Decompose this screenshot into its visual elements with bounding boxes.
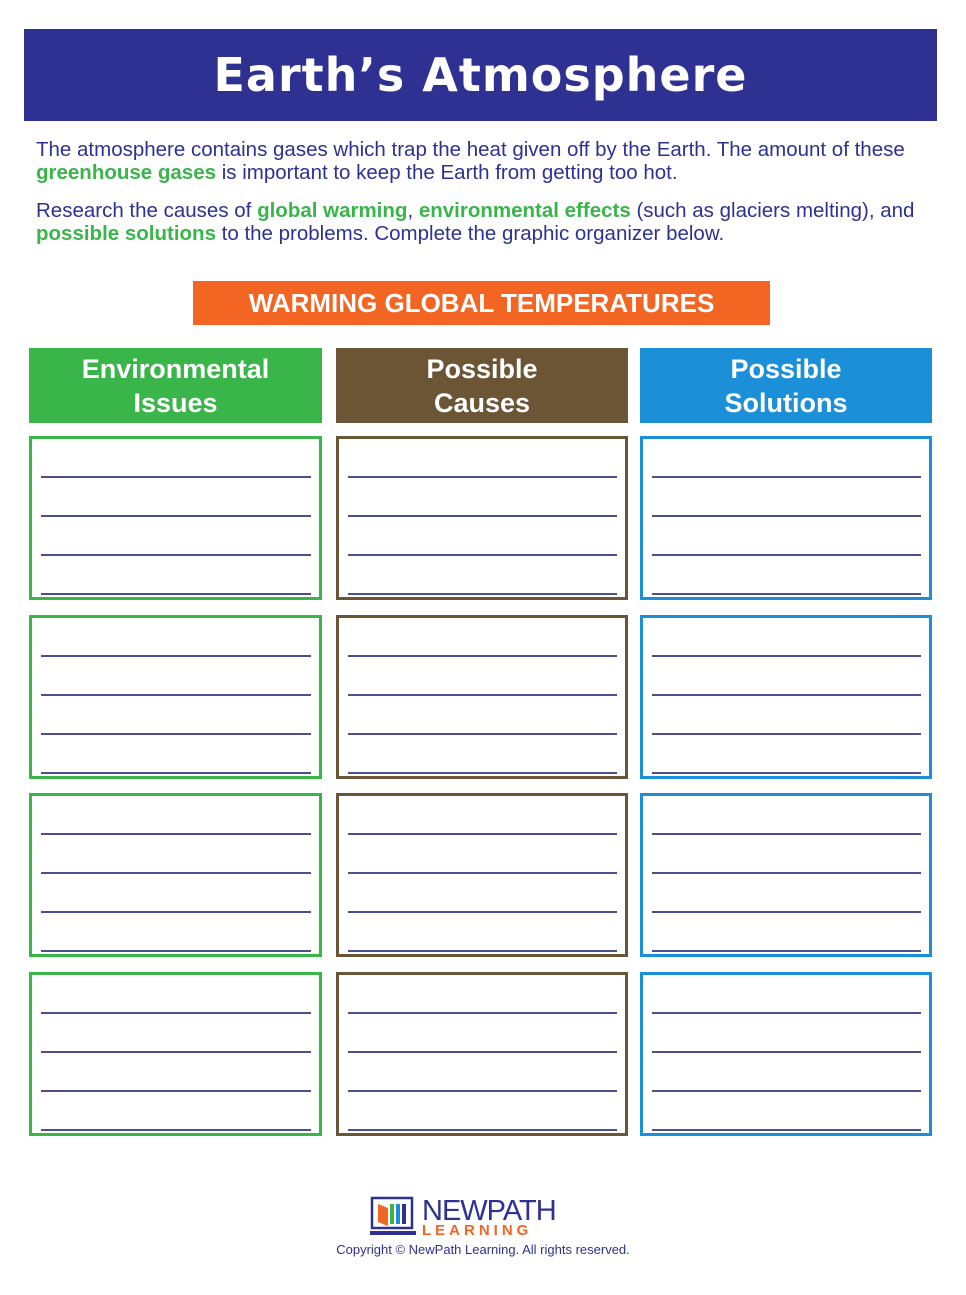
logo-text-learning: LEARNING: [422, 1222, 533, 1239]
writing-line: [41, 476, 311, 478]
writing-line: [348, 733, 617, 735]
answer-box[interactable]: [336, 436, 628, 600]
highlight-possible-solutions: possible solutions: [36, 222, 216, 245]
answer-box[interactable]: [640, 615, 932, 779]
writing-line: [652, 833, 921, 835]
column-header-possible-causes: [336, 348, 628, 423]
intro-text: is important to keep the Earth from getting too hot.: [216, 161, 678, 184]
writing-line: [652, 1051, 921, 1053]
header-line: Causes: [433, 387, 531, 418]
writing-line: [652, 1090, 921, 1092]
writing-line: [41, 1012, 311, 1014]
writing-line: [348, 872, 617, 874]
writing-line: [348, 833, 617, 835]
answer-box[interactable]: [336, 793, 628, 957]
writing-line: [652, 655, 921, 657]
writing-line: [652, 476, 921, 478]
writing-line: [348, 911, 617, 913]
writing-line: [348, 515, 617, 517]
writing-line: [652, 1012, 921, 1014]
writing-line: [41, 733, 311, 735]
column-header-possible-solutions: [640, 348, 932, 423]
writing-line: [41, 1090, 311, 1092]
writing-line: [41, 950, 311, 952]
intro-text: The atmosphere contains gases which trap the heat given off by the Earth. The amount of these: [36, 138, 905, 161]
highlight-environmental-effects: environmental effects: [418, 199, 631, 222]
writing-line: [348, 1012, 617, 1014]
writing-line: [41, 593, 311, 595]
page-title: Earth’s Atmosphere: [213, 48, 748, 102]
writing-line: [652, 872, 921, 874]
logo-text-newpath: NEWPATH: [422, 1195, 556, 1227]
writing-line: [652, 1129, 921, 1131]
writing-line: [348, 950, 617, 952]
column-header-environmental-issues: [29, 348, 322, 423]
writing-line: [41, 833, 311, 835]
intro-text: (such as glaciers melting), and: [630, 199, 915, 222]
answer-box[interactable]: [336, 615, 628, 779]
header-line: Solutions: [724, 387, 848, 418]
writing-line: [41, 872, 311, 874]
writing-line: [652, 554, 921, 556]
writing-line: [41, 515, 311, 517]
intro-text: ,: [407, 199, 419, 222]
writing-line: [41, 772, 311, 774]
writing-line: [348, 1051, 617, 1053]
writing-line: [348, 476, 617, 478]
writing-line: [41, 1129, 311, 1131]
highlight-global-warming: global warming: [257, 199, 408, 222]
answer-box[interactable]: [640, 436, 932, 600]
writing-line: [348, 1129, 617, 1131]
intro-text: Research the causes of: [36, 199, 258, 222]
intro-text: to the problems. Complete the graphic organizer below.: [215, 222, 725, 245]
copyright-text: Copyright © NewPath Learning. All rights reserved.: [336, 1242, 630, 1257]
writing-line: [41, 1051, 311, 1053]
writing-line: [652, 772, 921, 774]
writing-line: [652, 515, 921, 517]
header-line: Environmental: [81, 353, 270, 384]
writing-line: [348, 554, 617, 556]
writing-line: [652, 733, 921, 735]
writing-line: [41, 911, 311, 913]
title-banner: [24, 29, 937, 121]
header-line: Issues: [133, 387, 218, 418]
answer-box[interactable]: [29, 793, 322, 957]
intro-paragraph-2: [36, 199, 936, 245]
writing-line: [348, 593, 617, 595]
book-monitor-icon: [370, 1196, 416, 1238]
header-line: Possible: [730, 353, 842, 384]
intro-paragraph-1: [36, 138, 936, 184]
writing-line: [652, 694, 921, 696]
newpath-logo: [370, 1196, 570, 1240]
answer-box[interactable]: [336, 972, 628, 1136]
header-line: Possible: [426, 353, 538, 384]
answer-box[interactable]: [29, 615, 322, 779]
writing-line: [41, 655, 311, 657]
writing-line: [348, 694, 617, 696]
answer-box[interactable]: [29, 972, 322, 1136]
answer-box[interactable]: [29, 436, 322, 600]
organizer-title: WARMING GLOBAL TEMPERATURES: [193, 281, 770, 325]
writing-line: [348, 772, 617, 774]
writing-line: [348, 655, 617, 657]
writing-line: [652, 911, 921, 913]
writing-line: [652, 593, 921, 595]
writing-line: [348, 1090, 617, 1092]
writing-line: [41, 554, 311, 556]
highlight-greenhouse-gases: greenhouse gases: [36, 161, 217, 184]
answer-box[interactable]: [640, 793, 932, 957]
answer-box[interactable]: [640, 972, 932, 1136]
writing-line: [652, 950, 921, 952]
writing-line: [41, 694, 311, 696]
